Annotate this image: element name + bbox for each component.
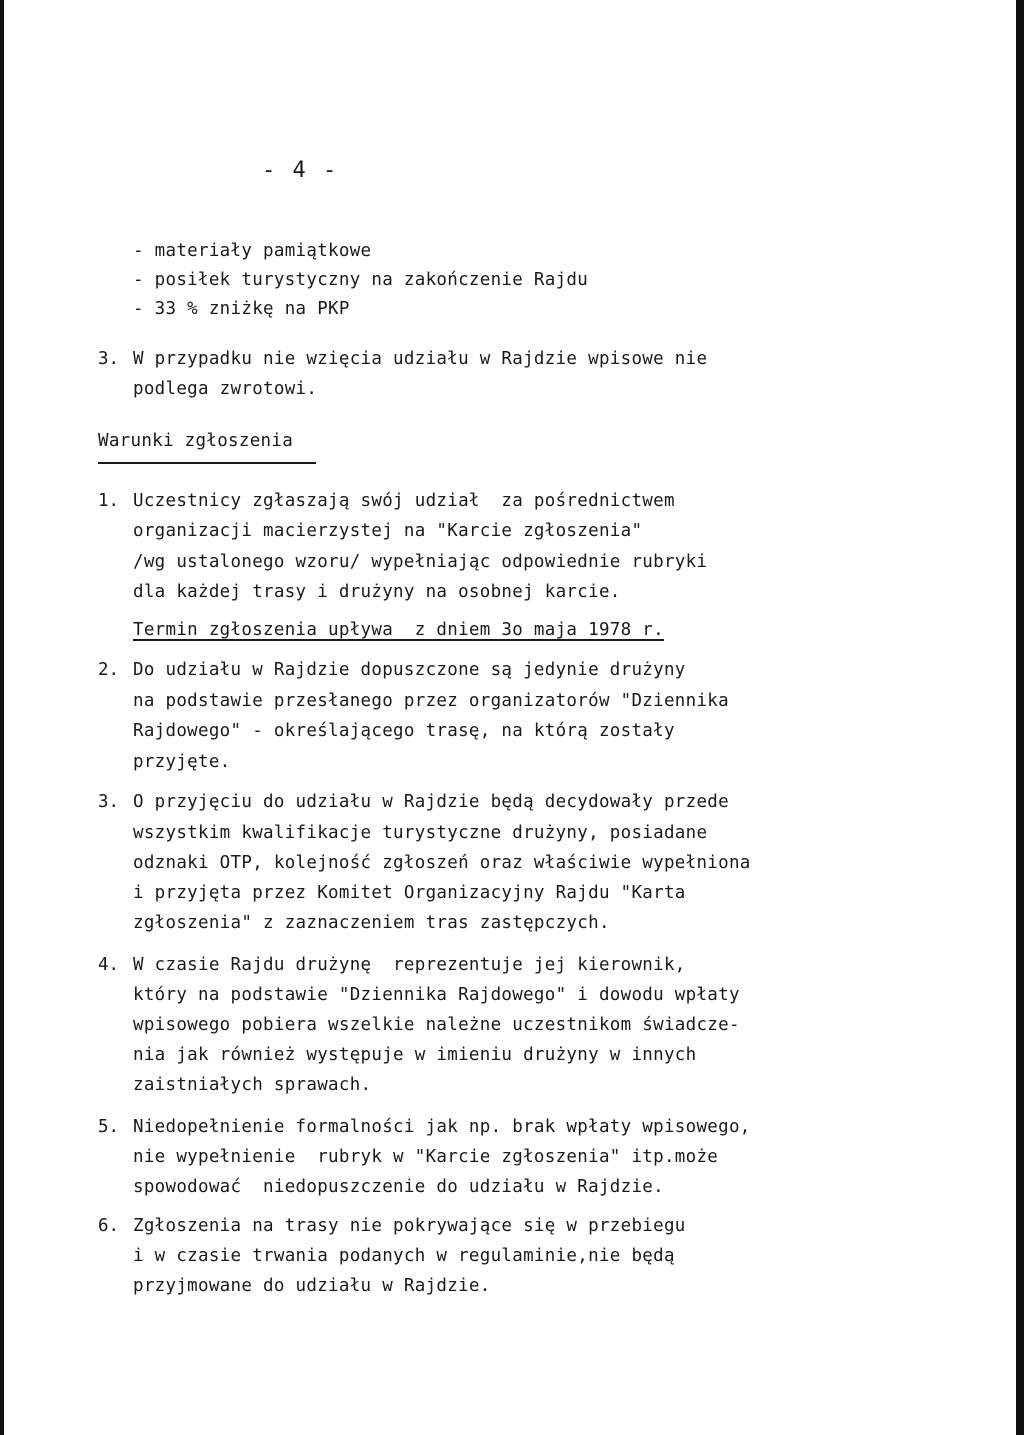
paragraph-line: Uczestnicy zgłaszają swój udział za pośrednictwem bbox=[133, 491, 675, 511]
list-item-souvenirs: - materiały pamiątkowe bbox=[133, 241, 372, 261]
paragraph-line: nie wypełnienie rubryk w "Karcie zgłoszenia" itp.może bbox=[133, 1147, 719, 1167]
item-number: 5. bbox=[98, 1117, 120, 1137]
paragraph-line: przyjmowane do udziału w Rajdzie. bbox=[133, 1276, 491, 1296]
paragraph-line: wszystkim kwalifikacje turystyczne drużyny, posiadane bbox=[133, 823, 708, 843]
item-number: 3. bbox=[98, 792, 120, 812]
item-number: 4. bbox=[98, 955, 120, 975]
paragraph-line: wpisowego pobiera wszelkie należne uczestnikom świadcze- bbox=[133, 1015, 740, 1035]
item-number: 1. bbox=[98, 491, 120, 511]
paragraph-line: zaistniałych sprawach. bbox=[133, 1075, 372, 1095]
paragraph-line: na podstawie przesłanego przez organizatorów "Dziennika bbox=[133, 691, 729, 711]
item-number: 6. bbox=[98, 1216, 120, 1236]
paragraph-line: Rajdowego" - określającego trasę, na którą zostały bbox=[133, 721, 675, 741]
paragraph-line: i w czasie trwania podanych w regulaminie,nie będą bbox=[133, 1246, 675, 1266]
paragraph-line: Do udziału w Rajdzie dopuszczone są jedynie drużyny bbox=[133, 660, 686, 680]
scan-edge-left bbox=[0, 0, 4, 1435]
paragraph-line: O przyjęciu do udziału w Rajdzie będą decydowały przede bbox=[133, 792, 729, 812]
paragraph-line: nia jak również występuje w imieniu drużyny w innych bbox=[133, 1045, 697, 1065]
paragraph-line: który na podstawie "Dziennika Rajdowego" i dowodu wpłaty bbox=[133, 985, 740, 1005]
section-heading: Warunki zgłoszenia bbox=[98, 431, 294, 451]
paragraph-line: /wg ustalonego wzoru/ wypełniając odpowiednie rubryki bbox=[133, 552, 708, 572]
list-item-pkp-discount: - 33 % zniżkę na PKP bbox=[133, 299, 350, 319]
paragraph-line: W czasie Rajdu drużynę reprezentuje jej kierownik, bbox=[133, 955, 686, 975]
paragraph-line: Niedopełnienie formalności jak np. brak wpłaty wpisowego, bbox=[133, 1117, 751, 1137]
paragraph-line: W przypadku nie wzięcia udziału w Rajdzie wpisowe nie bbox=[133, 349, 708, 369]
list-item-meal: - posiłek turystyczny na zakończenie Rajdu bbox=[133, 270, 589, 290]
item-number: 2. bbox=[98, 660, 120, 680]
paragraph-line: i przyjęta przez Komitet Organizacyjny Rajdu "Karta bbox=[133, 883, 686, 903]
paragraph-line: dla każdej trasy i drużyny na osobnej karcie. bbox=[133, 582, 621, 602]
paragraph-line: zgłoszenia" z zaznaczeniem tras zastępczych. bbox=[133, 913, 610, 933]
paragraph-line: odznaki OTP, kolejność zgłoszeń oraz właściwie wypełniona bbox=[133, 853, 751, 873]
deadline-line: Termin zgłoszenia upływa z dniem 3o maja 1978 r. bbox=[133, 620, 664, 640]
paragraph-line: przyjęte. bbox=[133, 752, 231, 772]
paragraph-line: podlega zwrotowi. bbox=[133, 379, 318, 399]
scan-edge-right bbox=[1016, 0, 1024, 1435]
paragraph-line: Zgłoszenia na trasy nie pokrywające się w przebiegu bbox=[133, 1216, 686, 1236]
paragraph-line: organizacji macierzystej na "Karcie zgłoszenia" bbox=[133, 521, 643, 541]
paragraph-line: spowodować niedopuszczenie do udziału w Rajdzie. bbox=[133, 1177, 664, 1197]
point-number: 3. bbox=[98, 349, 120, 369]
page-number: - 4 - bbox=[262, 158, 339, 183]
heading-underline bbox=[98, 462, 316, 464]
